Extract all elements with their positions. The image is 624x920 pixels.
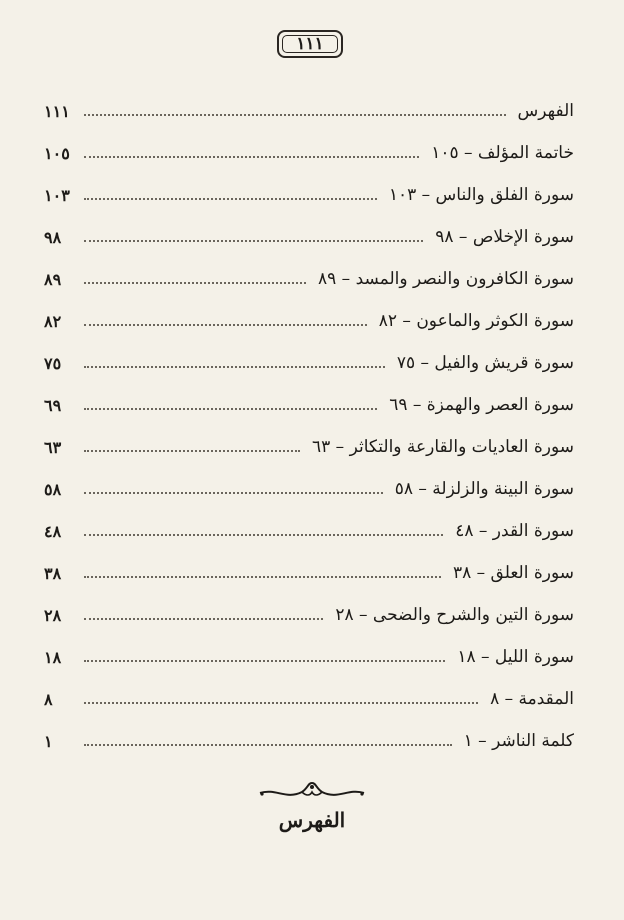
toc-entry-page: ١ — [44, 732, 53, 751]
toc-entry — [44, 85, 574, 127]
toc-dot-leader — [84, 155, 419, 158]
toc-entry-title: سورة العلق – ٣٨ — [452, 563, 574, 583]
toc-dot-leader — [84, 491, 383, 494]
toc-entry-title: سورة العاديات والقارعة والتكاثر – ٦٣ — [312, 437, 574, 457]
toc-entry-title: سورة الليل – ١٨ — [457, 647, 574, 667]
toc-dot-leader — [84, 239, 423, 242]
toc-entry-page: ٢٨ — [44, 606, 62, 625]
toc-dot-leader — [84, 533, 443, 536]
toc-entry — [44, 337, 574, 379]
toc-entry-page: ٣٨ — [44, 564, 62, 583]
page-number-frame — [277, 30, 343, 58]
toc-entry-title: سورة الإخلاص – ٩٨ — [435, 227, 574, 247]
toc-entry — [44, 715, 574, 757]
toc-entry-page: ٩٨ — [44, 228, 62, 247]
toc-entry-page: ١٠٥ — [44, 144, 70, 163]
toc-entry — [44, 127, 574, 169]
toc-entry-page: ١٨ — [44, 648, 62, 667]
toc-dot-leader — [84, 365, 385, 368]
toc-entry — [44, 253, 574, 295]
toc-entry — [44, 631, 574, 673]
toc-entry-title: كلمة الناشر – ١ — [463, 731, 574, 751]
toc-entry — [44, 589, 574, 631]
toc-entry-title: سورة الكافرون والنصر والمسد – ٨٩ — [318, 269, 574, 289]
toc-entry — [44, 211, 574, 253]
toc-entry-title: سورة العصر والهمزة – ٦٩ — [389, 395, 574, 415]
toc-entry-title: الفهرس — [517, 101, 574, 121]
toc-dot-leader — [84, 323, 367, 326]
ornament-divider-icon — [256, 778, 368, 804]
toc-entry-page: ١٠٣ — [44, 186, 70, 205]
toc-entry-title: المقدمة – ٨ — [490, 689, 574, 709]
toc-entry-page: ٨ — [44, 690, 53, 709]
toc-dot-leader — [84, 407, 377, 410]
toc-entry — [44, 505, 574, 547]
toc-entry-title: سورة القدر – ٤٨ — [455, 521, 574, 541]
toc-entry — [44, 463, 574, 505]
toc-entry-title: سورة الكوثر والماعون – ٨٢ — [378, 311, 574, 331]
toc-entry-page: ٤٨ — [44, 522, 62, 541]
toc-dot-leader — [84, 281, 306, 284]
toc-entry — [44, 673, 574, 715]
toc-entry-page: ٨٢ — [44, 312, 62, 331]
toc-entry-page: ١١١ — [44, 102, 70, 121]
toc-dot-leader — [84, 659, 445, 662]
toc-entry-page: ٧٥ — [44, 354, 62, 373]
toc-entry-page: ٨٩ — [44, 270, 62, 289]
table-of-contents — [44, 85, 574, 757]
toc-dot-leader — [84, 449, 300, 452]
toc-dot-leader — [84, 113, 506, 116]
toc-entry — [44, 379, 574, 421]
toc-entry-title: خاتمة المؤلف – ١٠٥ — [431, 143, 574, 163]
toc-dot-leader — [84, 575, 441, 578]
toc-dot-leader — [84, 701, 478, 704]
toc-entry-page: ٥٨ — [44, 480, 62, 499]
toc-entry — [44, 421, 574, 463]
toc-entry-title: سورة التين والشرح والضحى – ٢٨ — [335, 605, 574, 625]
toc-entry-title: سورة الفلق والناس – ١٠٣ — [388, 185, 574, 205]
toc-dot-leader — [84, 617, 323, 620]
toc-dot-leader — [84, 197, 377, 200]
toc-entry — [44, 169, 574, 211]
footer-title: الفهرس — [278, 808, 346, 832]
toc-entry — [44, 295, 574, 337]
toc-entry-title: سورة قريش والفيل – ٧٥ — [396, 353, 574, 373]
toc-entry-page: ٦٩ — [44, 396, 62, 415]
toc-entry-title: سورة البينة والزلزلة – ٥٨ — [394, 479, 574, 499]
toc-entry-page: ٦٣ — [44, 438, 62, 457]
toc-entry — [44, 547, 574, 589]
page-number: ١١١ — [296, 34, 324, 54]
toc-dot-leader — [84, 743, 452, 746]
